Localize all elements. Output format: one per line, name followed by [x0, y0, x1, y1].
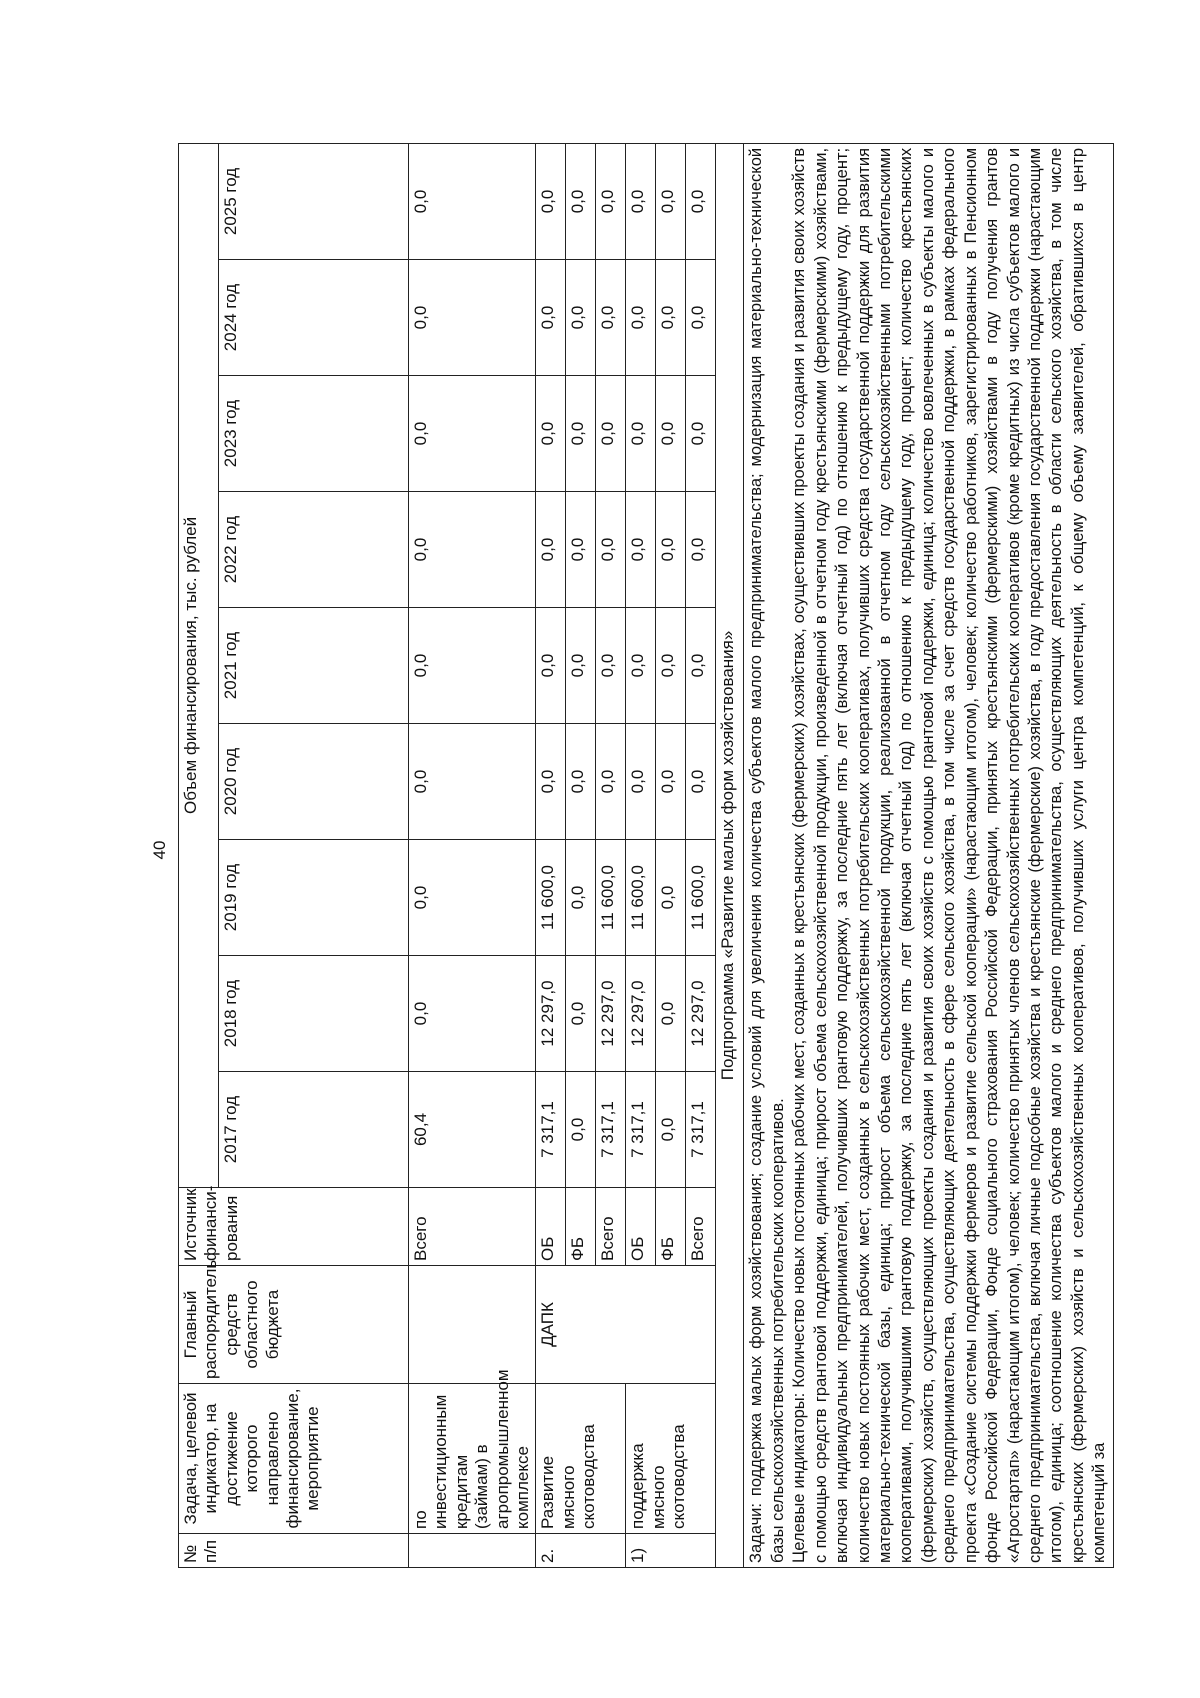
subprogram-tasks-row: [744, 143, 1113, 1567]
value-cell: 0,0: [686, 724, 716, 840]
value-cell: 0,0: [656, 376, 686, 492]
value-cell: 0,0: [686, 376, 716, 492]
value-cell: 0,0: [656, 840, 686, 956]
value-cell: 12 297,0: [686, 956, 716, 1072]
header-source: Источник финанси-рования: [179, 1188, 409, 1266]
value-cell: 0,0: [536, 376, 566, 492]
value-cell: 0,0: [566, 260, 596, 376]
value-cell: 0,0: [409, 956, 536, 1072]
value-cell: 0,0: [409, 608, 536, 724]
value-cell: 7 317,1: [686, 1072, 716, 1188]
value-cell: 0,0: [656, 492, 686, 608]
value-cell: 0,0: [409, 143, 536, 259]
value-cell: 0,0: [626, 260, 656, 376]
value-cell: 7 317,1: [626, 1072, 656, 1188]
page-number: 40: [150, 840, 169, 860]
header-admin: Главный распорядитель средств областного бюджета: [179, 1266, 409, 1384]
header-volume: Объем финансирования, тыс. рублей: [179, 143, 219, 1187]
value-cell: 0,0: [566, 724, 596, 840]
row-source: ФБ: [656, 1188, 686, 1266]
value-cell: 0,0: [536, 608, 566, 724]
value-cell: 0,0: [409, 376, 536, 492]
value-cell: 0,0: [626, 724, 656, 840]
subprogram-indicators: Целевые индикаторы: Количество новых постоянных рабочих мест, созданных в крестьянских (фермерских) хозяйствах, осуществивших проекты создания и развития своих хозяйств с помощью средств грантовой поддержки, единица; прирост объема сельскохозяйственной продукции, произведенной в отчетном году крестьянскими (фермерскими) хозяйствами, включая индивидуальных предпринимателей, получивших грантовую поддержку, за последние пять лет (включая отчетный год) по отношению к предыдущему году, процент; количество новых постоянных рабочих мест, созданных в сельскохозяйственных потребительских кооперативах, получивших средства государственной поддержки для развития материально-технической базы, единица; прирост объема сельскохозяйственной продукции, реализованной в отчетном году сельскохозяйственными потребительскими кооперативами, получившими грантовую поддержку, за последние пять лет (включая отчетный год) по отношению к предыдущему году, процент; количество крестьянских (фермерских) хозяйств, осуществляющих проекты создания и развития своих хозяйств с помощью грантовой поддержки, единица; количество вовлеченных в субъекты малого и среднего предпринимательства, осуществляющих деятельность в сфере сельского хозяйства, в том числе за счет средств государственной поддержки, в рамках федерального проекта «Создание системы поддержки фермеров и развитие сельской кооперации» (нарастающим итогом), человек; количество работников, зарегистрированных в Пенсионном фонде Российской Федерации, Фонде социального страхования Российской Федерации, принятых крестьянскими (фермерскими) хозяйствами в году получения грантов «Агростартап» (нарастающим итогом), человек; количество принятых членов сельскохозяйственных потребительских кооперативов (кроме кредитных) из числа субъектов малого и среднего предпринимательства, включая личные подсобные хозяйства и крестьянские (фермерские) хозяйства, в году предоставления государственной поддержки (нарастающим итогом), единица; соотношение количества субъектов малого и среднего предпринимательства, осуществляющих деятельность в области сельского хозяйства, в том числе крестьянских (фермерских) хозяйств и сельскохозяйственных кооперативов, получивших услуги центра компетенций, к общему объему заявителей, обратившихся в центр компетенций за: [790, 147, 1109, 1563]
value-cell: 0,0: [656, 1072, 686, 1188]
value-cell: 0,0: [626, 376, 656, 492]
value-cell: 0,0: [626, 492, 656, 608]
value-cell: 0,0: [409, 260, 536, 376]
value-cell: 0,0: [536, 260, 566, 376]
value-cell: 0,0: [596, 492, 626, 608]
value-cell: 0,0: [566, 143, 596, 259]
rotated-page-content: [178, 148, 1128, 1568]
value-cell: 0,0: [686, 260, 716, 376]
row-source: Всего: [686, 1188, 716, 1266]
value-cell: 11 600,0: [596, 840, 626, 956]
value-cell: 0,0: [566, 492, 596, 608]
value-cell: 0,0: [536, 143, 566, 259]
subprogram-row: [716, 143, 744, 1567]
row-num: [409, 1534, 536, 1568]
row-name: Развитие мясного скотоводства: [536, 1384, 626, 1534]
year-2019: 2019 год: [219, 840, 409, 956]
header-num: № п/п: [179, 1534, 409, 1568]
value-cell: 0,0: [626, 143, 656, 259]
value-cell: 0,0: [686, 143, 716, 259]
value-cell: 0,0: [656, 260, 686, 376]
year-2018: 2018 год: [219, 956, 409, 1072]
value-cell: 0,0: [656, 608, 686, 724]
value-cell: 7 317,1: [596, 1072, 626, 1188]
header-row-1: [179, 143, 219, 1567]
table-row: [536, 143, 566, 1567]
value-cell: 0,0: [656, 724, 686, 840]
row-source: ОБ: [536, 1188, 566, 1266]
value-cell: 0,0: [626, 608, 656, 724]
value-cell: 0,0: [596, 143, 626, 259]
value-cell: 0,0: [566, 956, 596, 1072]
subprogram-title: Подпрограмма «Развитие малых форм хозяйствования»: [716, 143, 744, 1567]
year-2025: 2025 год: [219, 143, 409, 259]
row-num: 2.: [536, 1534, 626, 1568]
value-cell: 11 600,0: [626, 840, 656, 956]
row-source: Всего: [409, 1188, 536, 1266]
value-cell: 0,0: [596, 376, 626, 492]
header-task: Задача, целевой индикатор, на достижение которого направлено финансирование, мероприятие: [179, 1384, 409, 1534]
value-cell: 0,0: [536, 492, 566, 608]
value-cell: 0,0: [409, 724, 536, 840]
value-cell: 12 297,0: [596, 956, 626, 1072]
value-cell: 0,0: [656, 143, 686, 259]
value-cell: 0,0: [656, 956, 686, 1072]
financing-table: [178, 143, 1114, 1568]
value-cell: 60,4: [409, 1072, 536, 1188]
row-name: по инвестиционным кредитам (займам) в агропромышленном комплексе: [409, 1384, 536, 1534]
table-row: [409, 143, 536, 1567]
value-cell: 0,0: [686, 608, 716, 724]
subprogram-text: [744, 143, 1113, 1567]
row-num: 1): [626, 1534, 716, 1568]
subprogram-tasks: Задачи: поддержка малых форм хозяйствования; создание условий для увеличения количества субъектов малого предпринимательства; модернизация материально-технической базы сельскохозяйственных потребительских кооперативов.: [747, 147, 787, 1563]
value-cell: 0,0: [686, 492, 716, 608]
value-cell: 0,0: [596, 724, 626, 840]
year-2017: 2017 год: [219, 1072, 409, 1188]
value-cell: 0,0: [566, 376, 596, 492]
row-source: Всего: [596, 1188, 626, 1266]
value-cell: 0,0: [596, 260, 626, 376]
value-cell: 0,0: [409, 840, 536, 956]
row-admin: [409, 1266, 536, 1384]
value-cell: 0,0: [536, 724, 566, 840]
value-cell: 0,0: [596, 608, 626, 724]
year-2021: 2021 год: [219, 608, 409, 724]
value-cell: 12 297,0: [536, 956, 566, 1072]
row-admin: ДАПК: [536, 1266, 716, 1384]
year-2022: 2022 год: [219, 492, 409, 608]
row-source: ОБ: [626, 1188, 656, 1266]
value-cell: 12 297,0: [626, 956, 656, 1072]
value-cell: 7 317,1: [536, 1072, 566, 1188]
value-cell: 0,0: [566, 1072, 596, 1188]
value-cell: 0,0: [566, 840, 596, 956]
value-cell: 11 600,0: [536, 840, 566, 956]
value-cell: 0,0: [566, 608, 596, 724]
value-cell: 0,0: [409, 492, 536, 608]
year-2024: 2024 год: [219, 260, 409, 376]
year-2023: 2023 год: [219, 376, 409, 492]
year-2020: 2020 год: [219, 724, 409, 840]
row-name: поддержка мясного скотоводства: [626, 1384, 716, 1534]
row-source: ФБ: [566, 1188, 596, 1266]
value-cell: 11 600,0: [686, 840, 716, 956]
